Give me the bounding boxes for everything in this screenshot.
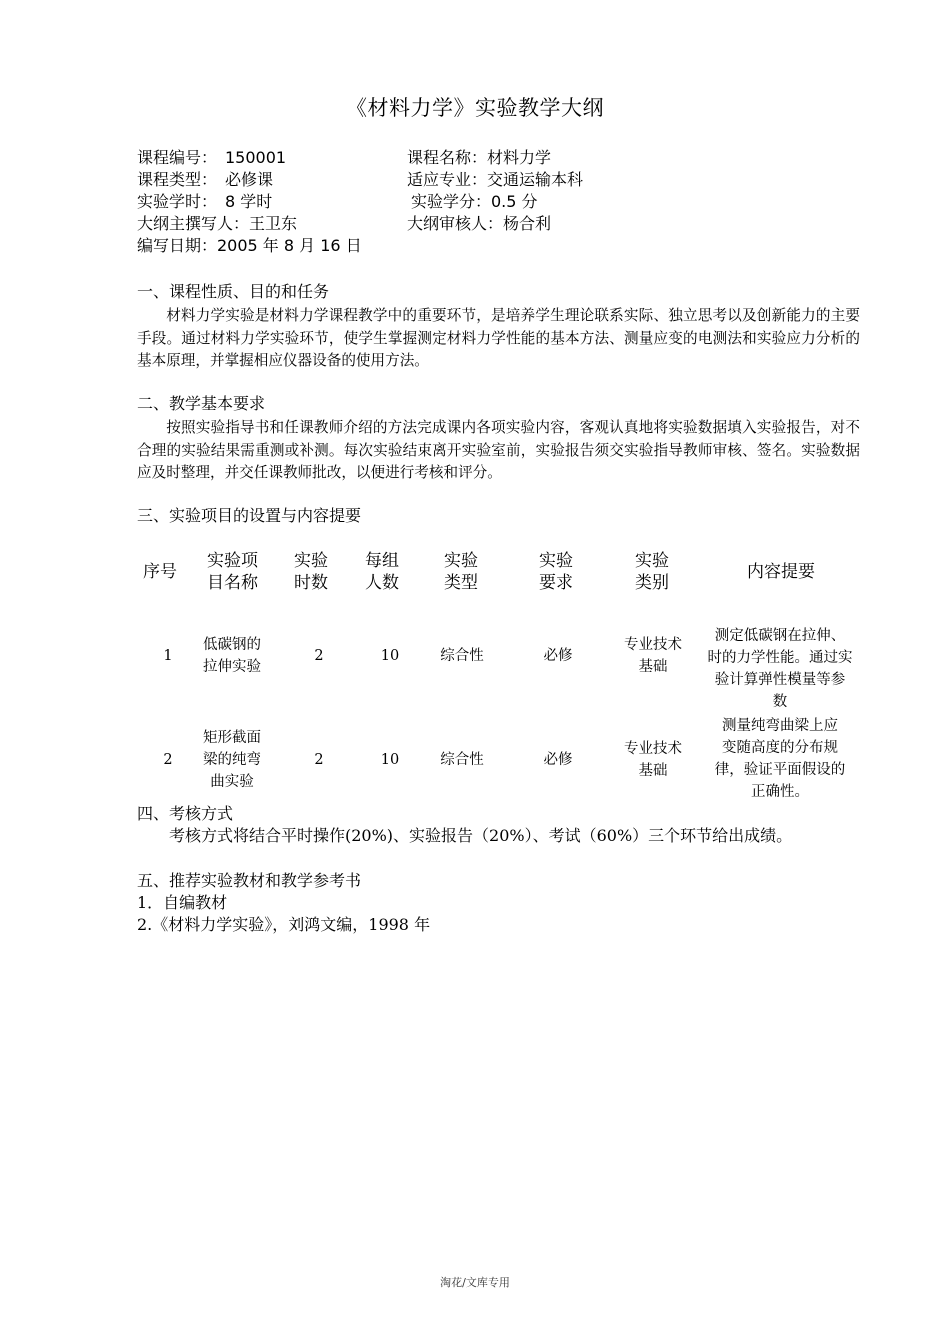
header-requirement xyxy=(528,550,584,594)
cell-content xyxy=(700,715,860,803)
header-line: 每组 xyxy=(365,551,399,571)
course-name: 课程名称：材料力学 xyxy=(407,148,552,167)
cell-people: 10 xyxy=(380,752,400,768)
section-2-heading: 二、教学基本要求 xyxy=(137,394,266,413)
section-1-heading: 一、课程性质、目的和任务 xyxy=(137,282,330,301)
reviewer: 大纲审核人：杨合利 xyxy=(407,214,552,233)
cell-name xyxy=(192,634,272,678)
section-1-text: 材料力学实验是材料力学课程教学中的重要环节，是培养学生理论联系实际、独立思考以及创新能力的主要手段。通过材料力学实验环节，使学生掌握测定材料力学性能的基本方法、测量应变的电测法和实验应力分析的基本原理，并掌握相应仪器设备的使用方法。 xyxy=(137,307,860,370)
header-line: 人数 xyxy=(365,573,399,593)
cell-content xyxy=(700,625,860,713)
cell-line: 专业技术 xyxy=(624,741,682,757)
course-code: 课程编号： 150001 xyxy=(137,148,287,167)
cell-line: 基础 xyxy=(638,659,668,675)
header-type xyxy=(433,550,489,594)
header-line: 实验 xyxy=(444,551,478,571)
compile-date: 编写日期：2005 年 8 月 16 日 xyxy=(137,236,362,255)
header-hours xyxy=(283,550,339,594)
header-line: 实验 xyxy=(539,551,573,571)
cell-line: 基础 xyxy=(638,763,668,779)
reference-2: 2.《材料力学实验》，刘鸿文编，1998 年 xyxy=(137,915,431,934)
cell-no: 2 xyxy=(163,752,173,768)
cell-line: 测定低碳钢在拉伸、 xyxy=(714,628,846,644)
page-footer: 淘花/文库专用 xyxy=(440,1276,510,1289)
document-title: 《材料力学》实验教学大纲 xyxy=(346,96,604,120)
header-line: 时数 xyxy=(294,573,328,593)
section-4-heading: 四、考核方式 xyxy=(137,804,234,823)
cell-type: 综合性 xyxy=(440,752,484,768)
section-4-text: 考核方式将结合平时操作(20%)、实验报告（20%）、考试（60%）三个环节给出成绩。 xyxy=(169,826,793,845)
cell-hours: 2 xyxy=(314,648,324,664)
cell-line: 变随高度的分布规 xyxy=(722,740,838,756)
header-name xyxy=(195,550,270,594)
cell-line: 梁的纯弯 xyxy=(203,752,261,768)
section-2-text: 按照实验指导书和任课教师介绍的方法完成课内各项实验内容，客观认真地将实验数据填入实验报告，对不合理的实验结果需重测或补测。每次实验结束离开实验室前，实验报告须交实验指导教师审核、签名。实验数据应及时整理，并交任课教师批改，以便进行考核和评分。 xyxy=(137,419,860,482)
author: 大纲主撰写人：王卫东 xyxy=(137,214,298,233)
cell-line: 时的力学性能。通过实 xyxy=(707,650,853,666)
cell-category xyxy=(612,738,694,782)
cell-no: 1 xyxy=(163,648,173,664)
header-line: 要求 xyxy=(539,573,573,593)
header-line: 实验 xyxy=(635,551,669,571)
reference-1: 1．自编教材 xyxy=(137,893,228,912)
header-line: 类型 xyxy=(444,573,478,593)
cell-type: 综合性 xyxy=(440,648,484,664)
lab-hours: 实验学时： 8 学时 xyxy=(137,192,273,211)
cell-category xyxy=(612,634,694,678)
course-type: 课程类型： 必修课 xyxy=(137,170,274,189)
cell-line: 正确性。 xyxy=(751,784,809,800)
cell-people: 10 xyxy=(380,648,400,664)
header-line: 序号 xyxy=(143,562,177,582)
header-line: 类别 xyxy=(635,573,669,593)
cell-line: 测量纯弯曲梁上应 xyxy=(722,718,838,734)
section-3-heading: 三、实验项目的设置与内容提要 xyxy=(137,506,362,525)
section-5-heading: 五、推荐实验教材和教学参考书 xyxy=(137,871,362,890)
cell-requirement: 必修 xyxy=(543,752,573,768)
cell-line: 律，验证平面假设的 xyxy=(714,762,846,778)
cell-line: 验计算弹性模量等参 xyxy=(714,672,846,688)
cell-line: 专业技术 xyxy=(624,637,682,653)
cell-line: 拉伸实验 xyxy=(203,659,261,675)
cell-line: 矩形截面 xyxy=(203,730,261,746)
header-line: 目名称 xyxy=(207,573,258,593)
header-line: 实验 xyxy=(294,551,328,571)
header-content xyxy=(720,561,842,583)
header-line: 内容提要 xyxy=(747,562,815,582)
cell-line: 低碳钢的 xyxy=(203,637,261,653)
header-line: 实验项 xyxy=(207,551,258,571)
applicable-major: 适应专业：交通运输本科 xyxy=(407,170,584,189)
header-people xyxy=(354,550,410,594)
cell-line: 曲实验 xyxy=(210,774,254,790)
lab-credits: 实验学分：0.5 分 xyxy=(411,192,538,211)
cell-line: 数 xyxy=(772,694,788,710)
header-no xyxy=(138,561,182,583)
cell-requirement: 必修 xyxy=(543,648,573,664)
cell-hours: 2 xyxy=(314,752,324,768)
header-category xyxy=(624,550,680,594)
cell-name xyxy=(192,727,272,793)
